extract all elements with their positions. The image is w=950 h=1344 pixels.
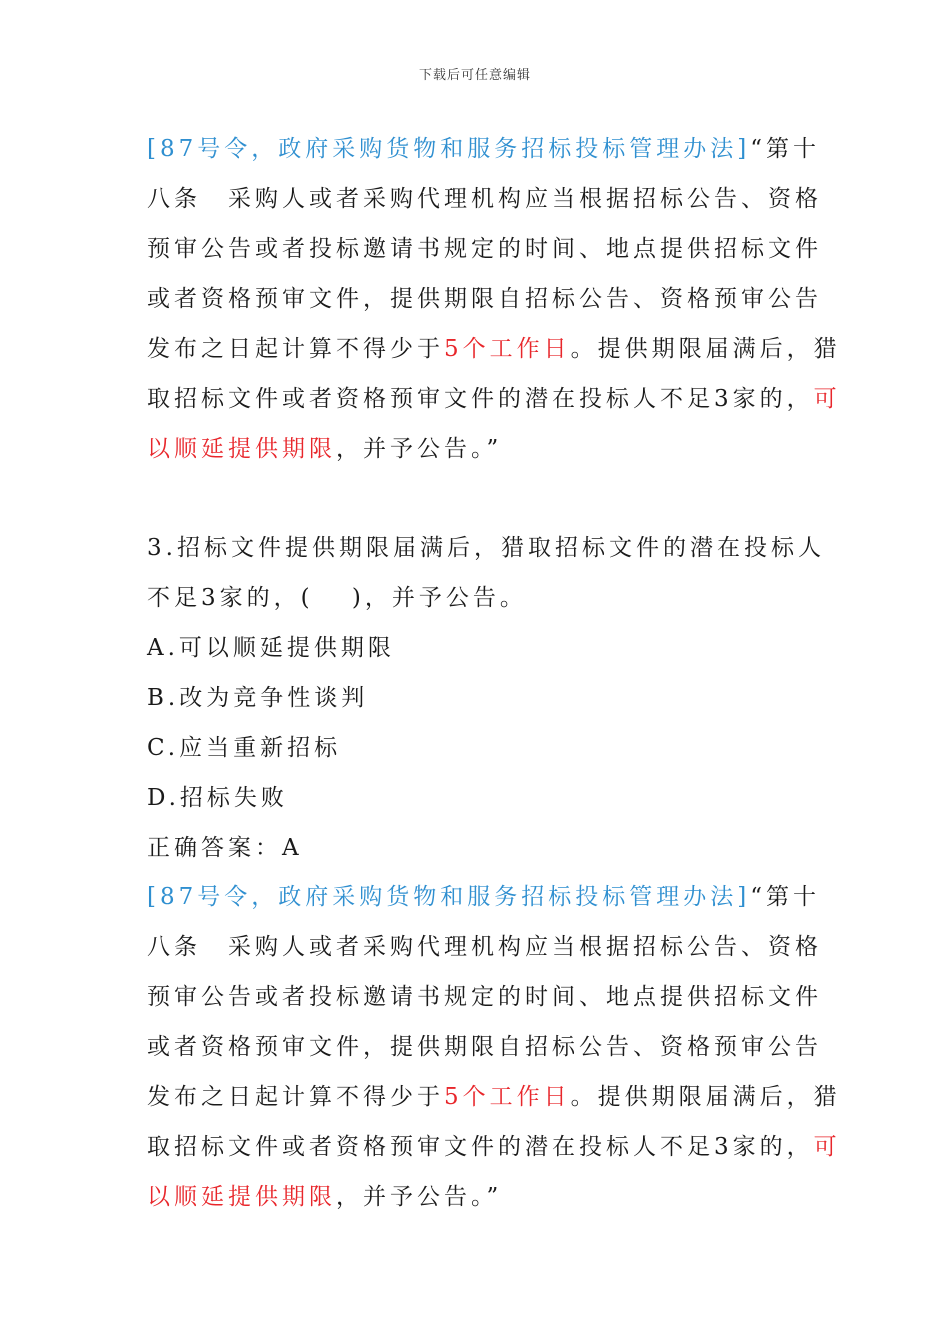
legal-reference-1 [147,124,841,474]
highlight-text: 可 [813,386,841,412]
reference-line [147,1172,812,1222]
question-stem: 3.招标文件提供期限届满后，猎取招标文件的潜在投标人 [147,535,825,561]
option-b: B.改为竞争性谈判 [147,685,369,711]
reference-text: ，并予公告。” [336,1184,503,1210]
source-citation: [87号令，政府采购货物和服务招标投标管理办法] [147,884,751,910]
reference-text: “第十 [750,884,820,910]
highlight-text: 以顺延提供期限 [147,1184,336,1210]
page-header: 下载后可任意编辑 [418,68,531,83]
reference-line [147,324,841,374]
highlight-text: 可 [813,1134,841,1160]
reference-text: 取招标文件或者资格预审文件的潜在投标人不足3家的， [147,1134,814,1160]
reference-line: 八条 采购人或者采购代理机构应当根据招标公告、资格 [147,186,822,212]
reference-line: 预审公告或者投标邀请书规定的时间、地点提供招标文件 [147,236,822,262]
highlight-text: 以顺延提供期限 [147,436,336,462]
option-c: C.应当重新招标 [147,735,342,761]
highlight-text: 5个工作日 [444,1084,571,1110]
reference-text: “第十 [750,136,820,162]
reference-text: 。提供期限届满后，猎 [570,1084,841,1110]
reference-line [147,1072,841,1122]
reference-line [147,1122,841,1172]
highlight-text: 5个工作日 [444,336,571,362]
reference-line: 或者资格预审文件，提供期限自招标公告、资格预审公告 [147,286,822,312]
reference-line [147,424,812,474]
correct-answer: 正确答案：A [147,835,303,861]
reference-line: 八条 采购人或者采购代理机构应当根据招标公告、资格 [147,934,822,960]
reference-line: 预审公告或者投标邀请书规定的时间、地点提供招标文件 [147,984,822,1010]
question-stem: 不足3家的，( )，并予公告。 [147,585,527,611]
reference-line: 或者资格预审文件，提供期限自招标公告、资格预审公告 [147,1034,822,1060]
reference-line [147,374,841,424]
reference-text: 发布之日起计算不得少于 [147,336,444,362]
reference-text: 。提供期限届满后，猎 [570,336,841,362]
option-d: D.招标失败 [147,785,288,811]
reference-text: ，并予公告。” [336,436,503,462]
reference-text: 发布之日起计算不得少于 [147,1084,444,1110]
reference-line [147,124,820,174]
source-citation: [87号令，政府采购货物和服务招标投标管理办法] [147,136,751,162]
legal-reference-2 [147,872,841,1222]
option-a: A.可以顺延提供期限 [147,635,395,661]
reference-line [147,872,820,922]
reference-text: 取招标文件或者资格预审文件的潜在投标人不足3家的， [147,386,814,412]
question-3 [147,523,825,873]
